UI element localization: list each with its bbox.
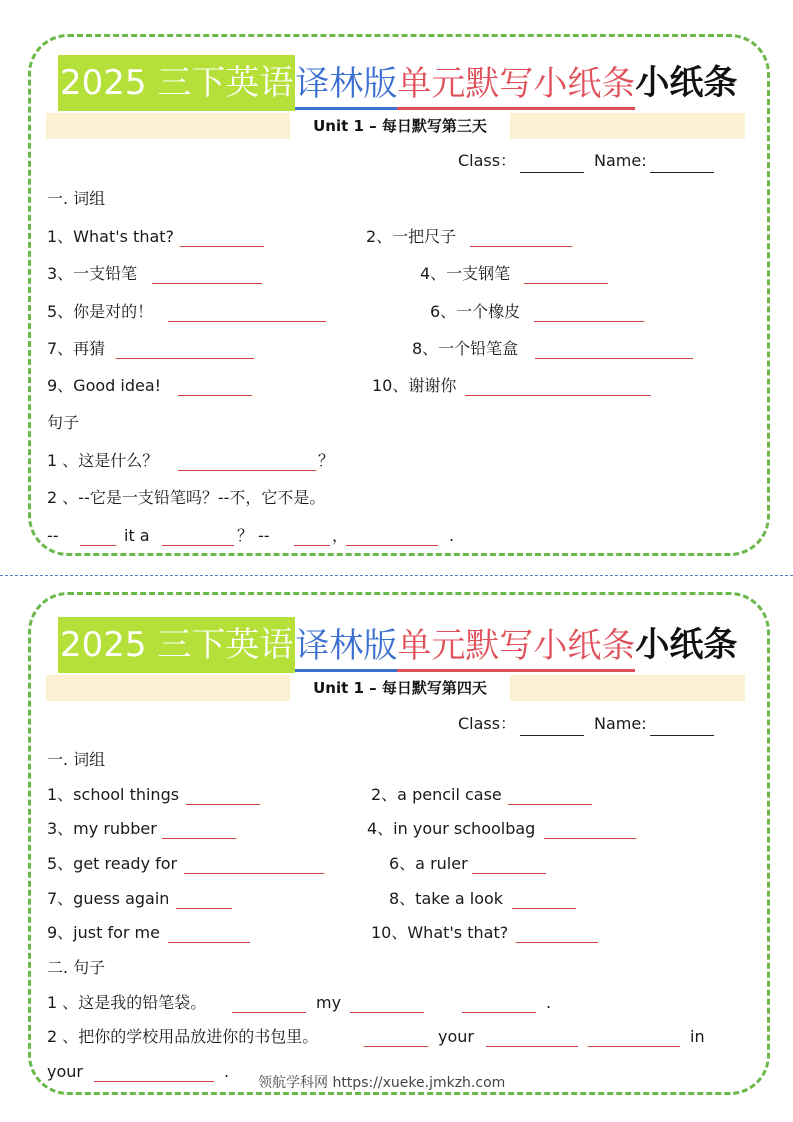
phrase-item: 10、What's that?: [371, 923, 509, 942]
phrase-item: 3、一支铅笔: [47, 264, 138, 283]
phrase-item: 8、take a look: [389, 889, 504, 908]
phrase-item: 2、一把尺子: [366, 227, 457, 246]
answer-blank[interactable]: [470, 246, 572, 247]
footer-watermark: 领航学科网 https://xueke.jmkzh.com: [258, 1075, 506, 1091]
phrase-item: 2、a pencil case: [371, 785, 502, 804]
name-field[interactable]: [650, 172, 714, 173]
phrase-item: 4、in your schoolbag: [367, 819, 536, 838]
title-part-year: 2025 三下英语: [58, 617, 295, 673]
answer-blank[interactable]: [186, 804, 260, 805]
cut-line: [0, 575, 793, 576]
sentence-fragment: your: [47, 1062, 83, 1081]
phrase-item: 10、谢谢你: [372, 376, 457, 395]
sentence-fragment: it a: [124, 526, 150, 545]
answer-blank[interactable]: [116, 358, 254, 359]
answer-blank[interactable]: [162, 545, 234, 546]
title-part-edition: 译林版: [295, 619, 397, 672]
class-label: Class：: [458, 151, 517, 170]
phrase-item: 9、Good idea!: [47, 376, 162, 395]
sentence-punct: ？: [318, 451, 335, 470]
answer-blank[interactable]: [184, 873, 324, 874]
phrase-item: 3、my rubber: [47, 819, 157, 838]
title-part-year: 2025 三下英语: [58, 55, 295, 111]
answer-blank[interactable]: [346, 545, 438, 546]
title-part-note: 小纸条: [635, 63, 738, 103]
phrase-item: 1、What's that?: [47, 227, 175, 246]
unit-heading: Unit 1 – 每日默写第四天: [290, 673, 510, 703]
answer-blank[interactable]: [180, 246, 264, 247]
answer-blank[interactable]: [534, 321, 644, 322]
section-heading-phrases: 一. 词组: [47, 750, 106, 769]
phrase-item: 6、一个橡皮: [430, 302, 521, 321]
title-part-dictation: 单元默写小纸条: [397, 619, 635, 672]
answer-blank[interactable]: [544, 838, 636, 839]
section-heading-sentences: 二. 句子: [47, 958, 106, 977]
answer-blank[interactable]: [524, 283, 608, 284]
answer-blank[interactable]: [588, 1046, 680, 1047]
answer-blank[interactable]: [168, 321, 326, 322]
phrase-item: 4、一支钢笔: [420, 264, 511, 283]
title-part-edition: 译林版: [295, 57, 397, 110]
name-field[interactable]: [650, 735, 714, 736]
sentence-fragment: my: [316, 993, 342, 1012]
phrase-item: 9、just for me: [47, 923, 160, 942]
name-label: Name:: [594, 714, 647, 733]
sentence-punct: .: [224, 1062, 230, 1081]
name-label: Name:: [594, 151, 647, 170]
answer-blank[interactable]: [472, 873, 546, 874]
sentence-fragment: .: [449, 526, 455, 545]
sentence-item: 2 、把你的学校用品放进你的书包里。: [47, 1027, 319, 1046]
section-heading-sentences: 句子: [47, 413, 80, 432]
phrase-item: 7、guess again: [47, 889, 170, 908]
answer-blank[interactable]: [465, 395, 651, 396]
phrase-item: 6、a ruler: [389, 854, 468, 873]
answer-blank[interactable]: [94, 1081, 214, 1082]
phrase-item: 7、再猜: [47, 339, 106, 358]
unit-heading: Unit 1 – 每日默写第三天: [290, 111, 510, 141]
section-heading-phrases: 一. 词组: [47, 189, 106, 208]
sentence-fragment: --: [47, 526, 59, 545]
sentence-punct: .: [546, 993, 552, 1012]
answer-blank[interactable]: [162, 838, 236, 839]
sentence-fragment: your: [438, 1027, 474, 1046]
answer-blank[interactable]: [508, 804, 592, 805]
answer-blank[interactable]: [176, 908, 232, 909]
answer-blank[interactable]: [178, 395, 252, 396]
answer-blank[interactable]: [364, 1046, 428, 1047]
answer-blank[interactable]: [80, 545, 116, 546]
answer-blank[interactable]: [152, 283, 262, 284]
title-part-note: 小纸条: [635, 625, 738, 665]
answer-blank[interactable]: [486, 1046, 578, 1047]
answer-blank[interactable]: [512, 908, 576, 909]
phrase-item: 1、school things: [47, 785, 180, 804]
answer-blank[interactable]: [168, 942, 250, 943]
answer-blank[interactable]: [178, 470, 316, 471]
answer-blank[interactable]: [535, 358, 693, 359]
answer-blank[interactable]: [232, 1012, 306, 1013]
sentence-fragment: ？ --: [237, 526, 270, 545]
sentence-item: 2 、--它是一支铅笔吗？--不，它不是。: [47, 488, 326, 507]
class-field[interactable]: [520, 172, 584, 173]
sentence-item: 1 、这是我的铅笔袋。: [47, 993, 207, 1012]
sheet1-title: [58, 55, 737, 111]
class-field[interactable]: [520, 735, 584, 736]
answer-blank[interactable]: [350, 1012, 424, 1013]
answer-blank[interactable]: [462, 1012, 536, 1013]
phrase-item: 5、get ready for: [47, 854, 178, 873]
sheet2-title: [58, 617, 737, 673]
title-part-dictation: 单元默写小纸条: [397, 57, 635, 110]
answer-blank[interactable]: [294, 545, 330, 546]
phrase-item: 8、一个铅笔盒: [412, 339, 519, 358]
phrase-item: 5、你是对的！: [47, 302, 154, 321]
sentence-item: 1 、这是什么？: [47, 451, 159, 470]
sentence-fragment: in: [690, 1027, 705, 1046]
sentence-fragment: ，: [332, 526, 349, 545]
answer-blank[interactable]: [516, 942, 598, 943]
class-label: Class：: [458, 714, 517, 733]
